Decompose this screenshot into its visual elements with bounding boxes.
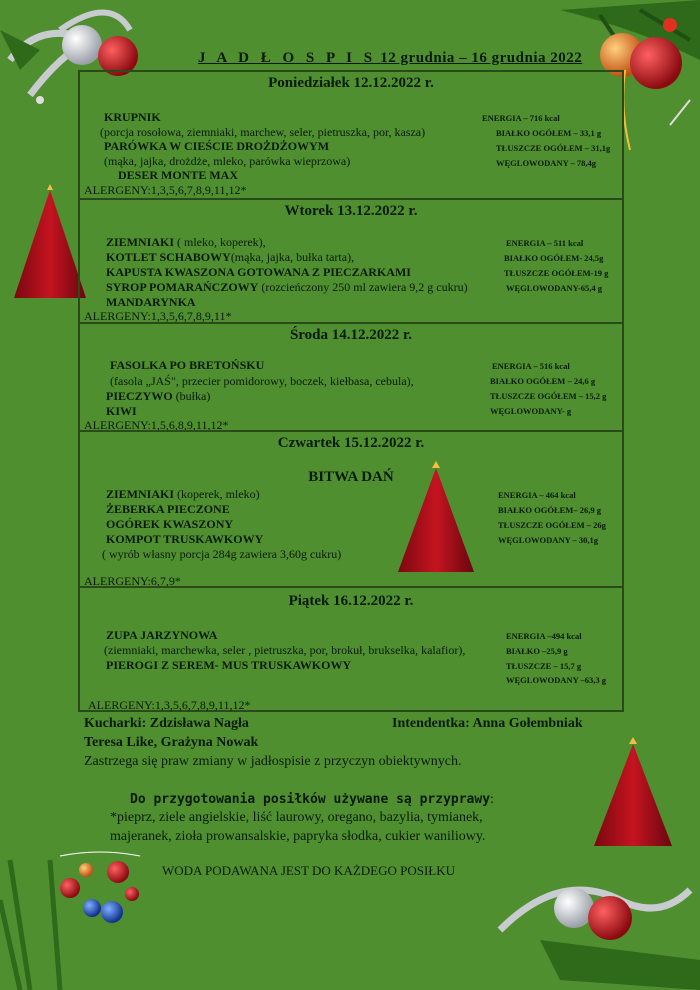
disclaimer: Zastrzega się praw zmiany w jadłospisie z przyczyn obiektywnych. xyxy=(84,754,462,769)
title-prefix: J A D Ł O S P I S xyxy=(198,50,377,66)
tree-right-icon xyxy=(594,737,672,846)
allergens: ALERGENY:1,5,6,8,9,11,12* xyxy=(84,418,229,432)
nutrition-protein: BIAŁKO OGÓŁEM – 33,1 g xyxy=(496,128,602,138)
menu-item: PIEROGI Z SEREM- MUS TRUSKAWKOWY xyxy=(106,658,352,672)
spices-line-1: *pieprz, ziele angielskie, liść laurowy, oregano, bazylia, tymianek, xyxy=(110,810,483,825)
nutrition-carbs: WĘGLOWODANY-65,4 g xyxy=(506,283,603,293)
spices-line-2: majeranek, zioła prowansalskie, papryka słodka, cukier waniliowy. xyxy=(110,829,486,844)
nutrition-energy: ENERGIA – 511 kcal xyxy=(506,238,584,248)
allergens: ALERGENY:1,3,5,6,7,8,9,11* xyxy=(84,309,232,323)
allergens: ALERGENY:1,3,5,6,7,8,9,11,12* xyxy=(84,183,247,197)
spices-title-line: Do przygotowania posiłków używane są przyprawy: xyxy=(130,792,494,807)
quartermaster: Intendentka: Anna Gołembniak xyxy=(392,716,583,731)
menu-item: KAPUSTA KWASZONA GOTOWANA Z PIECZARKAMI xyxy=(106,265,411,279)
day-header: Czwartek 15.12.2022 r. xyxy=(277,435,425,451)
menu-item: DESER MONTE MAX xyxy=(118,168,239,182)
day-box-thursday xyxy=(78,430,624,588)
nutrition-energy: ENERGIA – 716 kcal xyxy=(482,113,560,123)
menu-item: FASOLKA PO BRETOŃSKU xyxy=(110,358,265,372)
menu-item: PIECZYWO (bułka) xyxy=(106,389,211,403)
nutrition-carbs: WĘGLOWODANY – 78,4g xyxy=(496,158,597,168)
menu-item: MANDARYNKA xyxy=(106,295,196,309)
day-header: Środa 14.12.2022 r. xyxy=(289,327,413,343)
nutrition-energy: ENERGIA – 464 kcal xyxy=(498,490,576,500)
day-box-friday xyxy=(78,586,624,712)
day-header: Piątek 16.12.2022 r. xyxy=(288,593,414,609)
day-header: Poniedziałek 12.12.2022 r. xyxy=(268,75,434,91)
day-header: Wtorek 13.12.2022 r. xyxy=(284,203,418,219)
bottom-right-ornaments xyxy=(500,888,700,990)
menu-item: KRUPNIK xyxy=(104,110,161,124)
menu-item-desc: (ziemniaki, marchewka, seler , pietruszka, por, brokuł, brukselka, kalafior), xyxy=(104,643,466,657)
water-note: WODA PODAWANA JEST DO KAŻDEGO POSIŁKU xyxy=(162,863,456,878)
nutrition-fat: TŁUSZCZE – 15,7 g xyxy=(506,661,582,671)
menu-item: KOTLET SCHABOWY(mąka, jajka, bułka tarta), xyxy=(106,250,355,264)
day-box-wednesday xyxy=(78,322,624,432)
menu-item: KOMPOT TRUSKAWKOWY xyxy=(106,532,264,546)
nutrition-energy: ENERGIA –494 kcal xyxy=(506,631,582,641)
menu-item-desc: (mąka, jajka, drożdże, mleko, parówka wieprzowa) xyxy=(104,154,351,168)
menu-item: OGÓREK KWASZONY xyxy=(106,517,234,531)
nutrition-fat: TŁUSZCZE OGÓŁEM-19 g xyxy=(504,268,609,278)
allergens: ALERGENY:6,7,9* xyxy=(84,574,181,588)
menu-item: ŻEBERKA PIECZONE xyxy=(106,502,230,516)
nutrition-protein: BIAŁKO OGÓŁEM– 26,9 g xyxy=(498,505,601,515)
cooks-line-2: Teresa Like, Grażyna Nowak xyxy=(84,735,259,750)
menu-item-desc: (porcja rosołowa, ziemniaki, marchew, seler, pietruszka, por, kasza) xyxy=(100,125,426,139)
nutrition-carbs: WĘGLOWODANY- g xyxy=(490,406,572,416)
day-subheader: BITWA DAŃ xyxy=(308,469,394,485)
menu-item-desc: (fasola „JAŚ", przecier pomidorowy, boczek, kiełbasa, cebula), xyxy=(110,374,414,388)
menu-item: ZIEMNIAKI (koperek, mleko) xyxy=(106,487,260,501)
menu-item: KIWI xyxy=(106,404,137,418)
nutrition-protein: BIAŁKO –25,9 g xyxy=(506,646,568,656)
spices-title: Do przygotowania posiłków używane są przyprawy xyxy=(130,792,491,807)
day-box-monday xyxy=(78,70,624,200)
nutrition-protein: BIAŁKO OGÓŁEM- 24,5g xyxy=(504,253,604,263)
menu-item: ZIEMNIAKI ( mleko, koperek), xyxy=(106,235,266,249)
allergens: ALERGENY:1,3,5,6,7,8,9,11,12* xyxy=(88,698,251,712)
cooks-line-1: Kucharki: Zdzisława Nagła xyxy=(84,716,249,731)
menu-item: PARÓWKA W CIEŚCIE DROŻDŻOWYM xyxy=(104,139,330,153)
nutrition-carbs: WĘGLOWODANY – 30,1g xyxy=(498,535,599,545)
nutrition-energy: ENERGIA – 516 kcal xyxy=(492,361,570,371)
nutrition-protein: BIAŁKO OGÓŁEM – 24,6 g xyxy=(490,376,596,386)
menu-item: SYROP POMARAŃCZOWY (rozcieńczony 250 ml zawiera 9,2 g cukru) xyxy=(106,280,468,294)
nutrition-fat: TŁUSZCZE OGÓŁEM – 31,1g xyxy=(496,143,611,153)
bottom-left-ornaments xyxy=(0,852,140,990)
title-dates: 12 grudnia – 16 grudnia 2022 xyxy=(380,50,583,66)
tree-left-icon xyxy=(14,184,86,298)
nutrition-fat: TŁUSZCZE OGÓŁEM – 26g xyxy=(498,520,606,530)
menu-item: ZUPA JARZYNOWA xyxy=(106,628,218,642)
nutrition-fat: TŁUSZCZE OGÓŁEM – 15,2 g xyxy=(490,391,607,401)
menu-item-desc: ( wyrób własny porcja 284g zawiera 3,60g cukru) xyxy=(102,547,342,561)
nutrition-carbs: WĘGLOWODANY –63,3 g xyxy=(506,675,607,685)
day-box-tuesday xyxy=(78,198,624,324)
menu-title xyxy=(198,50,582,67)
